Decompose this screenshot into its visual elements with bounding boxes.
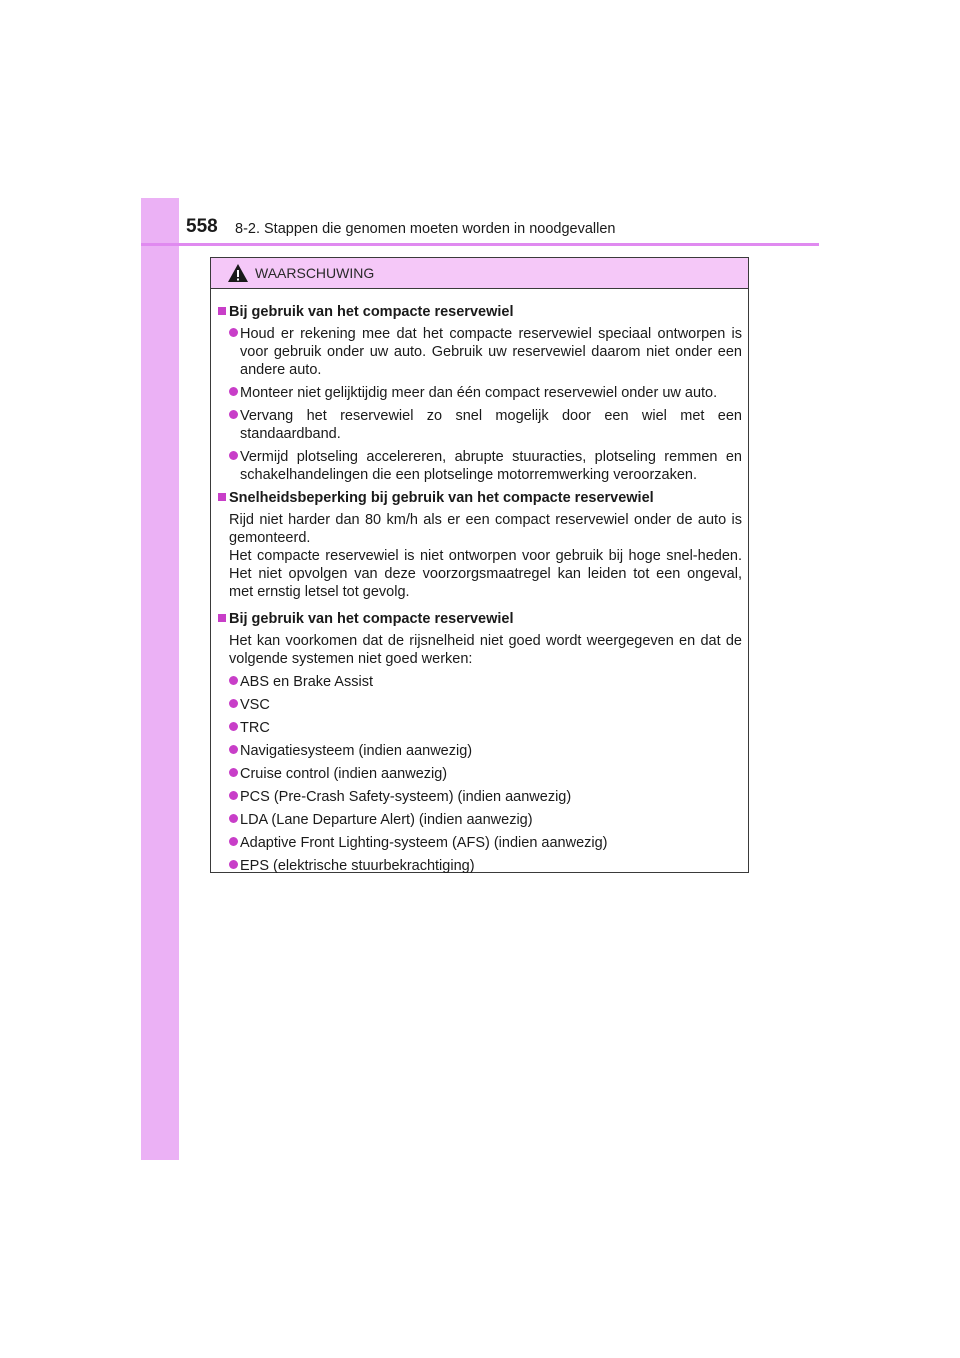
circle-bullet-icon (229, 387, 238, 396)
circle-bullet-icon (229, 676, 238, 685)
header-rule (141, 243, 819, 246)
square-bullet-icon (218, 307, 226, 315)
list-item: Vermijd plotseling accelereren, abrupte stuuracties, plotseling remmen en schakelhandelingen die een plotselinge motorremwerking veroorzaken. (217, 448, 742, 484)
section-heading: Bij gebruik van het compacte reservewiel (217, 303, 742, 321)
list-item: Houd er rekening mee dat het compacte reservewiel speciaal ontworpen is voor gebruik onder uw auto. Gebruik uw reservewiel daarom niet onder een andere auto. (217, 325, 742, 379)
circle-bullet-icon (229, 814, 238, 823)
warning-section (217, 610, 742, 875)
circle-bullet-icon (229, 768, 238, 777)
square-bullet-icon (218, 614, 226, 622)
paragraph: Het compacte reservewiel is niet ontworpen voor gebruik bij hoge snel-heden. Het niet opvolgen van deze voorzorgsmaatregel kan leiden tot een ongeval, met ernstig letsel tot gevolg. (229, 548, 742, 600)
circle-bullet-icon (229, 791, 238, 800)
list-item: VSC (217, 696, 742, 714)
circle-bullet-icon (229, 699, 238, 708)
section-heading: Bij gebruik van het compacte reservewiel (217, 610, 742, 628)
section-heading: Snelheidsbeperking bij gebruik van het compacte reservewiel (217, 489, 742, 507)
list-item: ABS en Brake Assist (217, 673, 742, 691)
warning-body (211, 289, 748, 875)
paragraph: Rijd niet harder dan 80 km/h als er een compact reservewiel onder de auto is gemonteerd. (229, 512, 742, 546)
warning-box (210, 257, 749, 873)
list-item: Adaptive Front Lighting-systeem (AFS) (indien aanwezig) (217, 834, 742, 852)
warning-section (217, 489, 742, 605)
circle-bullet-icon (229, 328, 238, 337)
section-title: 8-2. Stappen die genomen moeten worden in noodgevallen (235, 221, 616, 237)
paragraph: Het kan voorkomen dat de rijsnelheid niet goed wordt weergegeven en dat de volgende systemen niet goed werken: (229, 633, 742, 667)
list-item: EPS (elektrische stuurbekrachtiging) (217, 857, 742, 875)
circle-bullet-icon (229, 410, 238, 419)
list-item: Vervang het reservewiel zo snel mogelijk door een wiel met een standaardband. (217, 407, 742, 443)
warning-header (211, 258, 748, 289)
list-item: Cruise control (indien aanwezig) (217, 765, 742, 783)
circle-bullet-icon (229, 837, 238, 846)
list-item: Monteer niet gelijktijdig meer dan één compact reservewiel onder uw auto. (217, 384, 742, 402)
circle-bullet-icon (229, 745, 238, 754)
circle-bullet-icon (229, 860, 238, 869)
warning-label: WAARSCHUWING (255, 265, 375, 281)
list-item: TRC (217, 719, 742, 737)
list-item: Navigatiesysteem (indien aanwezig) (217, 742, 742, 760)
warning-triangle-icon (227, 263, 249, 283)
circle-bullet-icon (229, 451, 238, 460)
list-item: PCS (Pre-Crash Safety-systeem) (indien aanwezig) (217, 788, 742, 806)
warning-section (217, 303, 742, 484)
page-number: 558 (186, 216, 218, 237)
list-item: LDA (Lane Departure Alert) (indien aanwezig) (217, 811, 742, 829)
circle-bullet-icon (229, 722, 238, 731)
square-bullet-icon (218, 493, 226, 501)
side-color-band (141, 198, 179, 1160)
